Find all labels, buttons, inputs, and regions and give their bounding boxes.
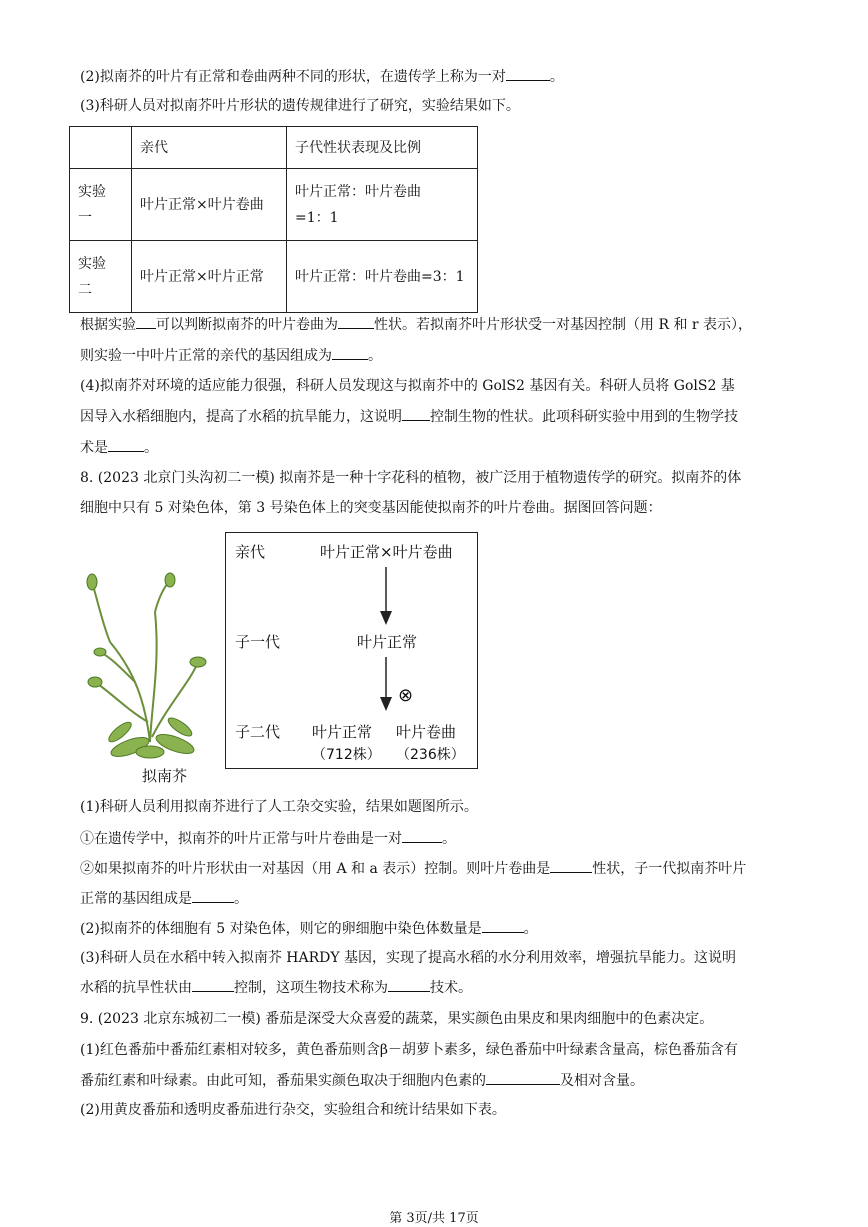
q8-sub1-item2-cont: 正常的基因组成是 。 [80,888,248,909]
q7-conclusion-line2: 则实验一中叶片正常的亲代的基因组成为 。 [80,345,382,366]
q8-sub1: (1)科研人员利用拟南芥进行了人工杂交实验，结果如题图所示。 [80,799,478,815]
answer-blank[interactable] [482,918,524,933]
answer-blank[interactable] [486,1070,560,1085]
answer-blank[interactable] [506,66,550,81]
table-header-offspring: 子代性状表现及比例 [287,127,478,169]
f2-curled-phenotype: 叶片卷曲 [396,723,457,741]
page-footer: 第 3页/共 17页 [389,1211,479,1226]
q8-sub2: (2)拟南芥的体细胞有 5 对染色体，则它的卵细胞中染色体数量是 。 [80,918,538,939]
f1-generation-label: 子一代 [235,633,281,651]
arabidopsis-plant-image [80,572,210,762]
answer-blank[interactable] [108,437,144,452]
f2-generation-label: 子二代 [235,723,281,741]
f2-normal-phenotype: 叶片正常 [312,723,373,741]
q7-part3: (3)科研人员对拟南芥叶片形状的遗传规律进行了研究，实验结果如下。 [80,98,520,114]
q7-part2: (2)拟南芥的叶片有正常和卷曲两种不同的形状，在遗传学上称为一对 。 [80,66,564,87]
answer-blank[interactable] [550,858,592,873]
q7-part4-line1: (4)拟南芥对环境的适应能力很强，科研人员发现这与拟南芥中的 GolS2 基因有关。科研人员将 GolS2 基 [80,378,735,394]
table-header-empty [70,127,132,169]
arrow-down-icon [376,567,396,627]
table-cell-offspring: 叶片正常：叶片卷曲=3：1 [287,241,478,313]
arrow-down-icon [376,657,396,713]
table-cell-offspring: 叶片正常：叶片卷曲 =1：1 [287,169,478,241]
answer-blank[interactable] [136,314,156,329]
answer-blank[interactable] [402,828,442,843]
answer-blank[interactable] [332,345,368,360]
self-pollination-icon: ⊗ [398,685,414,706]
answer-blank[interactable] [388,977,430,992]
answer-blank[interactable] [192,888,234,903]
parent-generation-label: 亲代 [235,543,266,561]
table-cell-parent: 叶片正常×叶片卷曲 [132,169,287,241]
parent-cross: 叶片正常×叶片卷曲 [320,543,453,561]
table-cell-experiment: 实验 二 [70,241,132,313]
q8-sub1-item2: ②如果拟南芥的叶片形状由一对基因（用 A 和 a 表示）控制。则叶片卷曲是 性状，子一代拟南芥叶片 [80,858,746,879]
answer-blank[interactable] [192,977,234,992]
table-row [70,169,478,241]
f1-phenotype: 叶片正常 [357,633,418,651]
q9-sub2: (2)用黄皮番茄和透明皮番茄进行杂交，实验组合和统计结果如下表。 [80,1102,506,1118]
answer-blank[interactable] [402,406,430,421]
cross-diagram [225,532,478,769]
q9-sub1-line1: (1)红色番茄中番茄红素相对较多，黄色番茄则含β－胡萝卜素多，绿色番茄中叶绿素含量高，棕色番茄含有 [80,1042,738,1058]
plant-caption: 拟南芥 [142,767,188,785]
table-row [70,241,478,313]
q7-conclusion-line1: 根据实验 可以判断拟南芥的叶片卷曲为 性状。若拟南芥叶片形状受一对基因控制（用 R 和 r 表示）， [80,314,752,335]
answer-blank[interactable] [338,314,374,329]
q8-sub3-cont: 水稻的抗旱性状由 控制，这项生物技术称为 技术。 [80,977,472,998]
q7-part4-line3: 术是 。 [80,437,158,458]
f2-curled-count: （236株） [396,747,465,763]
q8-stem-line1: 8. (2023 北京门头沟初二一模) 拟南芥是一种十字花科的植物，被广泛用于植物遗传学的研究。拟南芥的体 [80,470,742,486]
q8-sub1-item1: ①在遗传学中，拟南芥的叶片正常与叶片卷曲是一对 。 [80,828,456,849]
q8-stem-line2: 细胞中只有 5 对染色体，第 3 号染色体上的突变基因能使拟南芥的叶片卷曲。据图回答问题： [80,500,662,516]
table-cell-experiment: 实验 一 [70,169,132,241]
table-header-parent: 亲代 [132,127,287,169]
table-cell-parent: 叶片正常×叶片正常 [132,241,287,313]
q7-part4-line2: 因导入水稻细胞内，提高了水稻的抗旱能力，这说明 控制生物的性状。此项科研实验中用到的生物学技 [80,406,738,427]
q9-sub1-line2: 番茄红素和叶绿素。由此可知，番茄果实颜色取决于细胞内色素的 及相对含量。 [80,1070,644,1091]
q8-sub3: (3)科研人员在水稻中转入拟南芥 HARDY 基因，实现了提高水稻的水分利用效率，增强抗旱能力。这说明 [80,950,737,966]
experiment-table [69,126,478,313]
f2-normal-count: （712株） [312,747,381,763]
q9-stem: 9. (2023 北京东城初二一模) 番茄是深受大众喜爱的蔬菜，果实颜色由果皮和果肉细胞中的色素决定。 [80,1011,714,1027]
